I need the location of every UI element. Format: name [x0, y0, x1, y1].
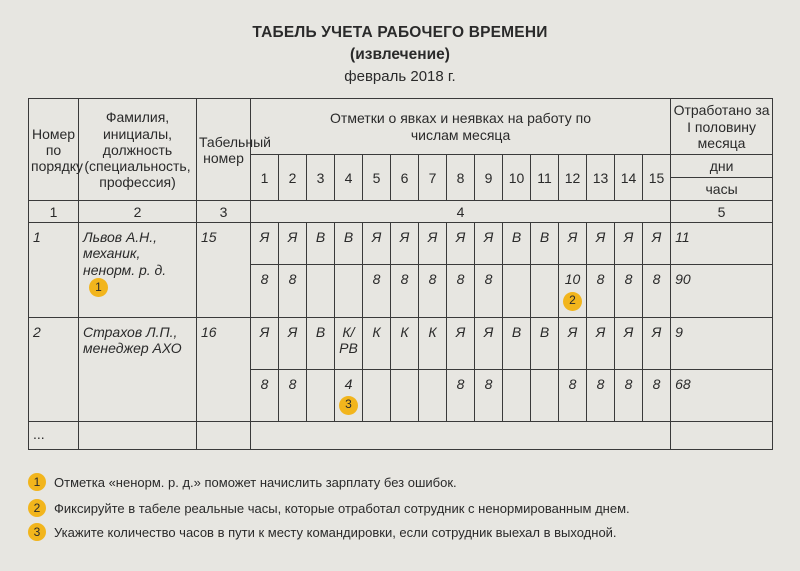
col-number: 2 — [79, 201, 197, 223]
day-number: 3 — [307, 155, 335, 201]
day-code: В — [307, 223, 335, 265]
form-subtitle: (извлечение) — [350, 46, 450, 63]
col-number: 3 — [197, 201, 251, 223]
day-code: Я — [615, 317, 643, 369]
form-period: февраль 2018 г. — [344, 68, 456, 85]
day-number: 4 — [335, 155, 363, 201]
day-number: 12 — [559, 155, 587, 201]
day-code: В — [307, 317, 335, 369]
day-hours: 8 — [643, 265, 671, 317]
day-code: Я — [587, 317, 615, 369]
day-hours: 8 — [559, 369, 587, 421]
timesheet-table — [28, 98, 773, 450]
table-row — [29, 421, 773, 449]
day-hours: 8 — [587, 369, 615, 421]
day-code: Я — [475, 317, 503, 369]
header-hours: часы — [671, 178, 773, 201]
day-code: В — [503, 317, 531, 369]
day-code: Я — [559, 223, 587, 265]
day-hours: 8 — [279, 369, 307, 421]
empty-cell — [197, 421, 251, 449]
day-code: Я — [419, 223, 447, 265]
day-number: 6 — [391, 155, 419, 201]
footnote-text: Укажите количество часов в пути к месту командировки, если сотрудник выехал в выходной. — [54, 524, 617, 540]
header-name: Фамилия, инициалы, должность (специальность, профессия) — [79, 99, 197, 201]
tab-number: 16 — [197, 317, 251, 421]
header-worked: Отработано за I половину месяца — [671, 99, 773, 155]
day-number: 8 — [447, 155, 475, 201]
empty-cell — [79, 421, 197, 449]
footnote-2 — [28, 499, 630, 517]
col-number: 1 — [29, 201, 79, 223]
day-hours: 8 — [475, 369, 503, 421]
day-code: Я — [615, 223, 643, 265]
day-number: 2 — [279, 155, 307, 201]
day-hours — [531, 265, 559, 317]
table-row — [29, 317, 773, 369]
day-number: 15 — [643, 155, 671, 201]
days-total: 11 — [671, 223, 773, 265]
hours-total: 90 — [671, 265, 773, 317]
day-hours — [335, 265, 363, 317]
day-code: В — [503, 223, 531, 265]
day-hours — [503, 369, 531, 421]
day-hours: 8 — [643, 369, 671, 421]
day-hours: 8 — [279, 265, 307, 317]
header-num: Номер по порядку — [29, 99, 79, 201]
col-number: 4 — [251, 201, 671, 223]
day-hours — [391, 369, 419, 421]
day-hours: 8 — [587, 265, 615, 317]
day-number: 10 — [503, 155, 531, 201]
day-hours: 8 — [447, 369, 475, 421]
day-hours: 8 — [615, 265, 643, 317]
day-code: Я — [279, 223, 307, 265]
day-hours: 8 — [391, 265, 419, 317]
footnote-badge: 3 — [28, 523, 46, 541]
day-code: Я — [363, 223, 391, 265]
empty-cell — [671, 421, 773, 449]
ellipsis-cell: ... — [29, 421, 79, 449]
day-code: В — [531, 223, 559, 265]
footnote-1 — [28, 473, 457, 491]
day-hours — [503, 265, 531, 317]
row-num: 1 — [29, 223, 79, 317]
footnote-3 — [28, 523, 617, 541]
day-hours: 8 — [363, 265, 391, 317]
day-code: К/ РВ — [335, 317, 363, 369]
day-hours — [363, 369, 391, 421]
employee-name-cell — [79, 223, 197, 317]
day-code: Я — [447, 223, 475, 265]
badge-2: 2 — [563, 292, 582, 311]
header-days: дни — [671, 155, 773, 178]
footnote-badge: 2 — [28, 499, 46, 517]
day-code: К — [363, 317, 391, 369]
day-code: Я — [447, 317, 475, 369]
day-code: Я — [251, 317, 279, 369]
day-hours: 4 — [344, 375, 353, 392]
day-hours: 8 — [419, 265, 447, 317]
badge-3: 3 — [339, 396, 358, 415]
days-total: 9 — [671, 317, 773, 369]
day-code: Я — [391, 223, 419, 265]
footnote-text: Фиксируйте в табеле реальные часы, которые отработал сотрудник с ненормированным днем. — [54, 500, 630, 516]
table-row — [29, 223, 773, 265]
day-code: Я — [587, 223, 615, 265]
empty-cell — [251, 421, 671, 449]
day-code: Я — [643, 223, 671, 265]
day-hours-cell — [559, 265, 587, 317]
day-hours: 8 — [475, 265, 503, 317]
day-code: Я — [475, 223, 503, 265]
day-number: 1 — [251, 155, 279, 201]
day-number: 7 — [419, 155, 447, 201]
day-number: 14 — [615, 155, 643, 201]
hours-total: 68 — [671, 369, 773, 421]
day-hours — [307, 369, 335, 421]
day-hours: 8 — [251, 265, 279, 317]
day-code: К — [419, 317, 447, 369]
day-code: К — [391, 317, 419, 369]
footnote-text: Отметка «ненорм. р. д.» поможет начислить зарплату без ошибок. — [54, 474, 457, 490]
form-title: ТАБЕЛЬ УЧЕТА РАБОЧЕГО ВРЕМЕНИ — [252, 24, 548, 41]
day-hours — [307, 265, 335, 317]
row-num: 2 — [29, 317, 79, 421]
day-hours: 8 — [447, 265, 475, 317]
day-hours: 8 — [615, 369, 643, 421]
day-code: В — [335, 223, 363, 265]
col-number: 5 — [671, 201, 773, 223]
day-hours — [419, 369, 447, 421]
header-marks: Отметки о явках и неявках на работу по числам месяца — [251, 99, 671, 155]
day-hours-cell — [335, 369, 363, 421]
day-hours: 8 — [251, 369, 279, 421]
tab-number: 15 — [197, 223, 251, 317]
day-number: 5 — [363, 155, 391, 201]
badge-1: 1 — [89, 278, 108, 297]
day-hours — [531, 369, 559, 421]
day-hours: 10 — [564, 271, 581, 288]
day-code: Я — [251, 223, 279, 265]
day-code: Я — [559, 317, 587, 369]
day-code: Я — [279, 317, 307, 369]
day-code: В — [531, 317, 559, 369]
employee-name: Страхов Л.П., менеджер АХО — [79, 317, 197, 421]
day-number: 11 — [531, 155, 559, 201]
day-number: 9 — [475, 155, 503, 201]
day-code: Я — [643, 317, 671, 369]
day-number: 13 — [587, 155, 615, 201]
employee-name: Львов А.Н., механик, ненорм. р. д. — [83, 229, 167, 278]
header-tab: Табельный номер — [197, 99, 251, 201]
footnote-badge: 1 — [28, 473, 46, 491]
